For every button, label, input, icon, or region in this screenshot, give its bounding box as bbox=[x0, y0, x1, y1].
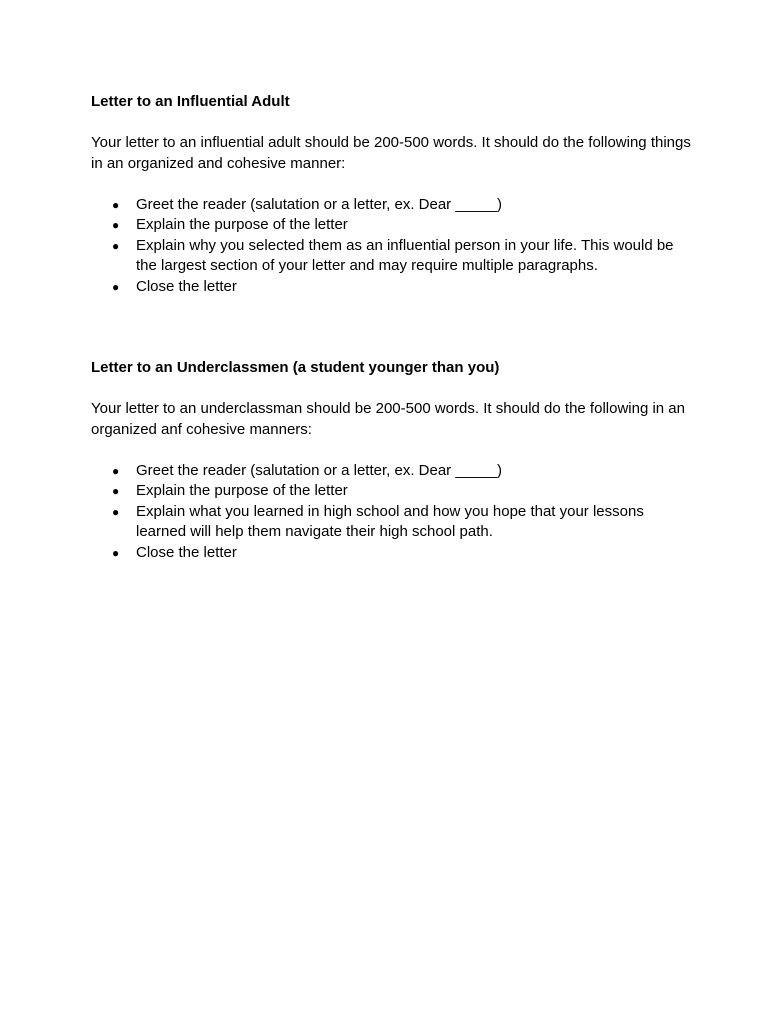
bullet-icon: ● bbox=[112, 197, 120, 212]
bullet-icon: ● bbox=[112, 238, 120, 253]
bullet-list bbox=[91, 195, 691, 298]
list-item bbox=[91, 502, 691, 543]
section-intro: Your letter to an underclassman should be 200-500 words. It should do the following in an organized anf cohesive manners: bbox=[91, 400, 685, 438]
list-item-text: Explain what you learned in high school and how you hope that your lessons learned will help them navigate their high school path. bbox=[136, 502, 644, 540]
list-item-text: Explain the purpose of the letter bbox=[136, 482, 348, 499]
list-item-text: Greet the reader (salutation or a letter, ex. Dear _____) bbox=[136, 195, 503, 213]
list-item-text: Explain the purpose of the letter bbox=[136, 216, 348, 233]
bullet-icon: ● bbox=[112, 463, 120, 478]
bullet-icon: ● bbox=[112, 218, 120, 232]
list-item bbox=[91, 543, 691, 564]
bullet-icon: ● bbox=[112, 545, 120, 560]
bullet-icon: ● bbox=[112, 279, 120, 294]
list-item-text: Greet the reader (salutation or a letter, ex. Dear _____) bbox=[136, 461, 503, 479]
list-item bbox=[91, 195, 691, 216]
list-item bbox=[91, 461, 691, 482]
bullet-list bbox=[91, 461, 691, 564]
list-item-text: Close the letter bbox=[136, 543, 237, 561]
section-influential-adult bbox=[91, 92, 691, 297]
list-item-text: Close the letter bbox=[136, 277, 237, 295]
bullet-icon: ● bbox=[112, 504, 120, 519]
list-item bbox=[91, 215, 691, 236]
list-item bbox=[91, 236, 691, 277]
section-heading: Letter to an Underclassmen (a student younger than you) bbox=[91, 359, 500, 376]
list-item bbox=[91, 481, 691, 502]
section-underclassmen bbox=[91, 358, 691, 563]
list-item bbox=[91, 277, 691, 298]
section-heading: Letter to an Influential Adult bbox=[91, 93, 290, 110]
section-intro: Your letter to an influential adult should be 200-500 words. It should do the following things in an organized and cohesive manner: bbox=[91, 134, 691, 172]
bullet-icon: ● bbox=[112, 484, 120, 498]
list-item-text: Explain why you selected them as an influential person in your life. This would be the largest section of your letter and may require multiple paragraphs. bbox=[136, 236, 674, 274]
